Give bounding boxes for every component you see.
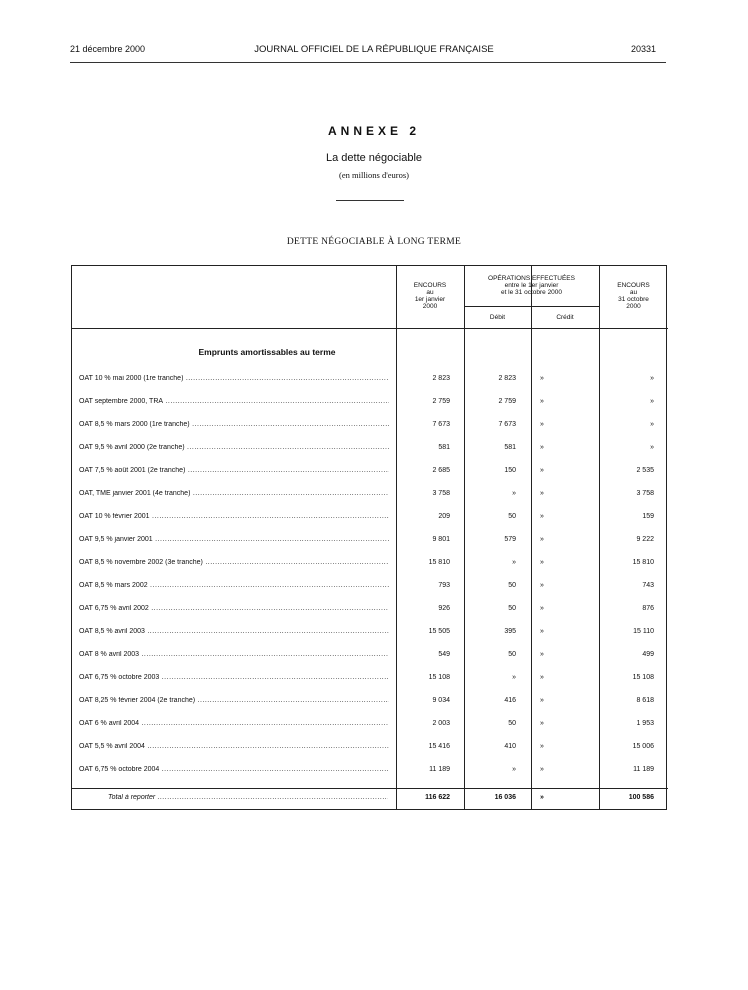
table-row [72, 375, 668, 387]
cell-credit: » [540, 536, 544, 543]
cell-debit: 150 [504, 467, 516, 474]
table-row [72, 766, 668, 778]
cell-encours-end: 2 535 [636, 467, 654, 474]
table-row [72, 743, 668, 755]
cell-credit: » [540, 513, 544, 520]
cell-encours-end: 15 810 [632, 559, 654, 566]
row-label: OAT 6 % avril 2004 ..... [79, 720, 389, 727]
cell-encours-start: 15 416 [428, 743, 450, 750]
cell-encours-start: 926 [438, 605, 450, 612]
separator-rule [336, 200, 404, 201]
row-label: OAT 8,25 % février 2004 (2e tranche) ..... [79, 697, 389, 704]
cell-credit: » [540, 743, 544, 750]
table-row [72, 605, 668, 617]
cell-debit: 50 [508, 513, 516, 520]
cell-encours-start: 549 [438, 651, 450, 658]
table-row [72, 536, 668, 548]
row-label: OAT 6,75 % avril 2002 ..... [79, 605, 389, 612]
cell-encours-end: » [650, 375, 654, 382]
page-number: 20331 [630, 44, 656, 54]
unit-note: (en millions d'euros) [339, 170, 409, 180]
row-label: OAT 9,5 % janvier 2001 ..... [79, 536, 389, 543]
cell-encours-start: 3 758 [432, 490, 450, 497]
cell-debit: 410 [504, 743, 516, 750]
table-row [72, 651, 668, 663]
cell-debit: 50 [508, 582, 516, 589]
cell-encours-end: 3 758 [636, 490, 654, 497]
cell-encours-end: 15 006 [632, 743, 654, 750]
cell-encours-end: 8 618 [636, 697, 654, 704]
table-row [72, 559, 668, 571]
table-row [72, 674, 668, 686]
row-label: OAT 10 % mai 2000 (1re tranche) ..... [79, 375, 389, 382]
cell-debit: » [512, 674, 516, 681]
section-title: DETTE NÉGOCIABLE À LONG TERME [286, 237, 462, 247]
cell-encours-start: 15 505 [428, 628, 450, 635]
table-row [72, 490, 668, 502]
table-row [72, 697, 668, 709]
cell-credit: » [540, 651, 544, 658]
cell-credit: » [540, 674, 544, 681]
cell-debit: » [512, 559, 516, 566]
total-start: 116 622 [425, 794, 450, 801]
cell-encours-end: 876 [642, 605, 654, 612]
cell-credit: » [540, 628, 544, 635]
table-row [72, 467, 668, 479]
cell-encours-start: 2 823 [432, 375, 450, 382]
row-label: OAT 7,5 % août 2001 (2e tranche) ..... [79, 467, 389, 474]
cell-debit: » [512, 490, 516, 497]
row-label: OAT 8,5 % mars 2002 ..... [79, 582, 389, 589]
table-row [72, 513, 668, 525]
cell-encours-end: » [650, 421, 654, 428]
table-row [72, 720, 668, 732]
cell-debit: 7 673 [498, 421, 516, 428]
col-operations: OPÉRATIONS EFFECTUÉES entre le 1er janvier et le 31 octobre 2000 [488, 275, 575, 296]
debt-table [71, 265, 667, 810]
cell-encours-end: 743 [642, 582, 654, 589]
cell-encours-end: » [650, 398, 654, 405]
cell-credit: » [540, 467, 544, 474]
cell-credit: » [540, 697, 544, 704]
cell-debit: 50 [508, 720, 516, 727]
cell-encours-end: 499 [642, 651, 654, 658]
row-label: OAT 6,75 % octobre 2003 ..... [79, 674, 389, 681]
cell-debit: 50 [508, 605, 516, 612]
row-label: OAT 8,5 % novembre 2002 (3e tranche) ..... [79, 559, 389, 566]
cell-encours-start: 15 108 [428, 674, 450, 681]
cell-credit: » [540, 582, 544, 589]
cell-encours-start: 9 034 [432, 697, 450, 704]
row-label: OAT 10 % février 2001 ..... [79, 513, 389, 520]
table-row [72, 398, 668, 410]
row-label: OAT 9,5 % avril 2000 (2e tranche) ..... [79, 444, 389, 451]
table-row [72, 444, 668, 456]
total-divider [72, 788, 668, 789]
cell-encours-start: 2 759 [432, 398, 450, 405]
total-debit: 16 036 [494, 794, 516, 801]
cell-credit: » [540, 605, 544, 612]
cell-encours-start: 209 [438, 513, 450, 520]
cell-encours-end: 15 108 [632, 674, 654, 681]
cell-encours-start: 7 673 [432, 421, 450, 428]
cell-debit: 50 [508, 651, 516, 658]
cell-encours-end: » [650, 444, 654, 451]
header-date: 21 décembre 2000 [70, 44, 146, 54]
cell-encours-start: 11 189 [429, 766, 450, 773]
cell-credit: » [540, 720, 544, 727]
cell-debit: 581 [504, 444, 516, 451]
cell-credit: » [540, 766, 544, 773]
cell-encours-start: 2 003 [432, 720, 450, 727]
total-end: 100 586 [628, 794, 654, 801]
cell-encours-start: 793 [438, 582, 450, 589]
cell-encours-end: 9 222 [636, 536, 654, 543]
cell-encours-start: 9 801 [432, 536, 450, 543]
cell-debit: 2 823 [498, 375, 516, 382]
table-row [72, 421, 668, 433]
table-row [72, 582, 668, 594]
cell-debit: » [512, 766, 516, 773]
document-subtitle: La dette négociable [325, 152, 423, 164]
total-credit: » [540, 794, 544, 801]
row-label: OAT 6,75 % octobre 2004 ..... [79, 766, 389, 773]
row-label: OAT 8 % avril 2003 ..... [79, 651, 389, 658]
cell-encours-end: 159 [642, 513, 654, 520]
cell-credit: » [540, 490, 544, 497]
cell-credit: » [540, 421, 544, 428]
operations-divider [464, 306, 599, 307]
table-row [72, 628, 668, 640]
cell-encours-end: 11 189 [633, 766, 654, 773]
cell-credit: » [540, 375, 544, 382]
row-label: OAT 8,5 % avril 2003 ..... [79, 628, 389, 635]
cell-encours-end: 1 953 [636, 720, 654, 727]
total-row [72, 794, 668, 806]
cell-debit: 2 759 [498, 398, 516, 405]
cell-credit: » [540, 444, 544, 451]
header-divider [72, 328, 668, 329]
col-debit: Débit [489, 314, 506, 321]
cell-encours-end: 15 110 [633, 628, 654, 635]
col-encours-start: ENCOURS au 1er janvier 2000 [413, 282, 447, 310]
col-encours-end: ENCOURS au 31 octobre 2000 [617, 282, 650, 310]
cell-encours-start: 15 810 [428, 559, 450, 566]
cell-credit: » [540, 398, 544, 405]
row-label: OAT, TME janvier 2001 (4e tranche) ..... [79, 490, 389, 497]
col-credit: Crédit [556, 314, 574, 321]
annex-title: ANNEXE 2 [327, 124, 421, 138]
group-label: Emprunts amortissables au terme [198, 347, 336, 357]
journal-title: JOURNAL OFFICIEL DE LA RÉPUBLIQUE FRANÇAISE [254, 44, 494, 55]
row-label: OAT 5,5 % avril 2004 ..... [79, 743, 389, 750]
header-rule [70, 62, 666, 63]
cell-debit: 416 [504, 697, 516, 704]
cell-encours-start: 2 685 [432, 467, 450, 474]
total-label: Total à reporter ..... [108, 794, 388, 801]
cell-credit: » [540, 559, 544, 566]
row-label: OAT septembre 2000, TRA ..... [79, 398, 389, 405]
cell-debit: 395 [504, 628, 516, 635]
cell-debit: 579 [504, 536, 516, 543]
cell-encours-start: 581 [438, 444, 450, 451]
row-label: OAT 8,5 % mars 2000 (1re tranche) ..... [79, 421, 389, 428]
